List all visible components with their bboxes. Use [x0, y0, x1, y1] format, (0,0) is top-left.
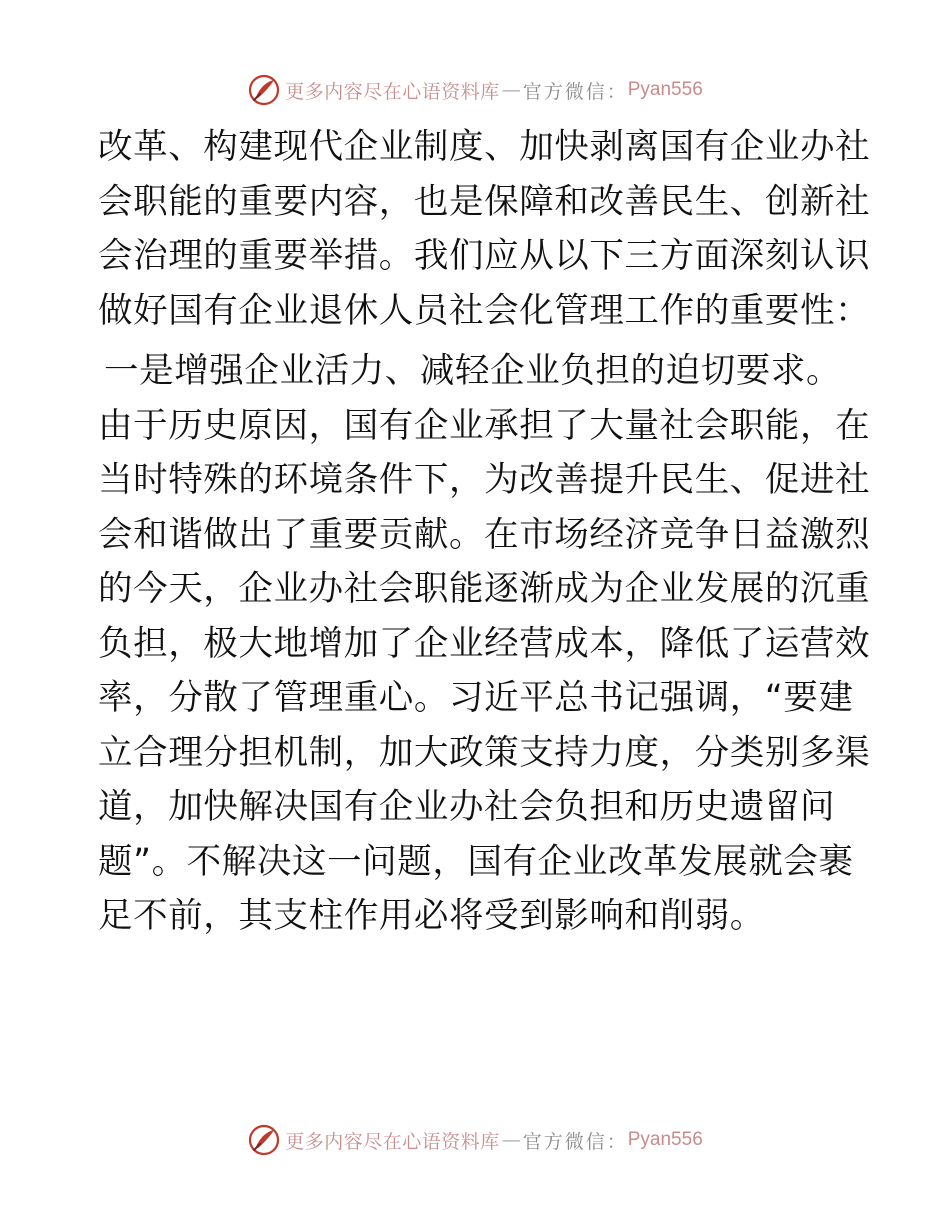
text-line: 立合理分担机制，加大政策支持力度，分类别多渠	[98, 732, 871, 773]
watermark-wechat-id: Pyan556	[627, 1129, 703, 1150]
text-line: 会和谐做出了重要贡献。在市场经济竞争日益激烈	[98, 514, 871, 555]
text-line: 道，加快解决国有企业办社会负担和历史遗留问	[98, 787, 836, 827]
watermark-dash: —	[501, 79, 521, 101]
text-line: 当时特殊的环境条件下，为改善提升民生、促进社	[98, 460, 871, 500]
watermark-site-text: 更多内容尽在心语资料库	[285, 1130, 500, 1153]
watermark-wechat-id: Pyan556	[627, 79, 703, 100]
document-body	[98, 120, 871, 944]
text-line: 由于历史原因，国有企业承担了大量社会职能，在	[98, 405, 871, 446]
text-line: 足不前，其支柱作用必将受到影响和削弱。	[98, 896, 765, 936]
text-line: 改革、构建现代企业制度、加快剥离国有企业办社	[98, 127, 871, 167]
section-heading-line: 一是增强企业活力、减轻企业负担的迫切要求。	[104, 351, 842, 391]
watermark-footer	[0, 1122, 950, 1158]
text-line: 负担，极大地增加了企业经营成本，降低了运营效	[98, 623, 871, 664]
quill-emblem-icon	[247, 1123, 281, 1157]
text-line: 的今天，企业办社会职能逐渐成为企业发展的沉重	[98, 569, 871, 609]
text-line: 率，分散了管理重心。习近平总书记强调，“要建	[98, 678, 854, 718]
watermark-dash: —	[501, 1129, 521, 1151]
text-line: 会治理的重要举措。我们应从以下三方面深刻认识	[98, 236, 871, 276]
text-line: 会职能的重要内容，也是保障和改善民生、创新社	[98, 181, 871, 222]
watermark-header	[0, 72, 950, 108]
text-line: 题”。不解决这一问题，国有企业改革发展就会裹	[98, 841, 854, 882]
watermark-official-label: 官方微信：	[522, 80, 628, 103]
watermark-site-text: 更多内容尽在心语资料库	[285, 80, 500, 103]
watermark-official-label: 官方微信：	[522, 1130, 628, 1153]
quill-emblem-icon	[247, 73, 281, 107]
text-line: 做好国有企业退休人员社会化管理工作的重要性：	[98, 290, 871, 331]
